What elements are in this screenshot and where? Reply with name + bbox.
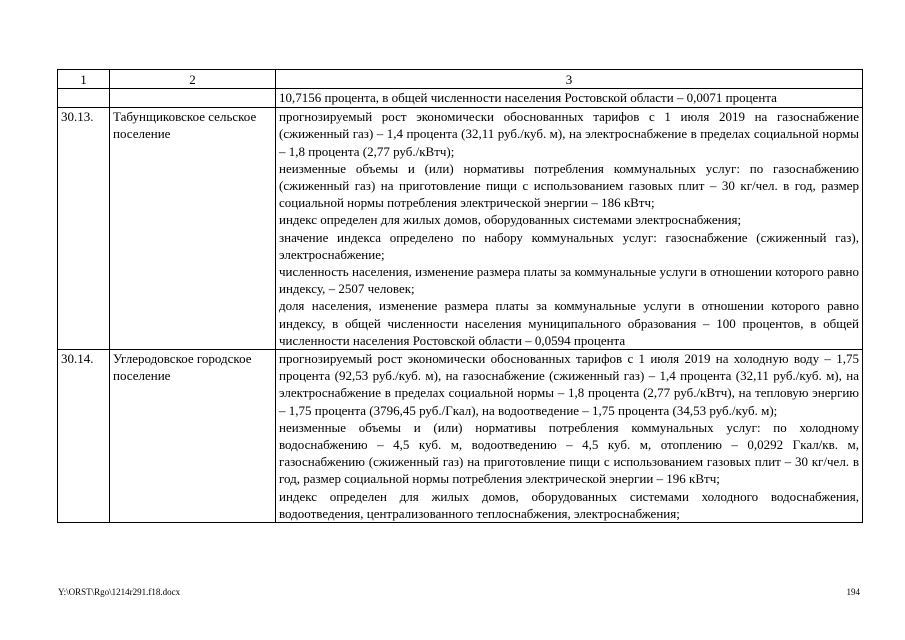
paragraph: доля населения, изменение размера платы за коммунальные услуги в отношении которого равно индексу, в общей численности населения муниципального образования – 100 процентов, в общей численности населения Ростовской области – 0,0594 процента xyxy=(279,298,859,348)
paragraph: неизменные объемы и (или) нормативы потребления коммунальных услуг: по холодному водоснабжению – 4,5 куб. м, водоотведению – 4,5 куб. м, отоплению – 0,0292 Гкал/кв. м, газоснабжению (сжиженный газ) на приготовление пищи с использованием газовых плит – 30 кг/чел. в год, размер социальной нормы потребления электрической энергии – 196 кВтч; xyxy=(279,419,859,487)
paragraph: индекс определен для жилых домов, оборудованных системами электроснабжения; xyxy=(279,212,742,228)
paragraph: численность населения, изменение размера платы за коммунальные услуги в отношении которого равно индексу, – 2507 человек; xyxy=(279,264,859,297)
header-cell-2: 2 xyxy=(110,70,276,89)
paragraph: неизменные объемы и (или) нормативы потребления коммунальных услуг: по газоснабжению (сжиженный газ) на приготовление пищи с использованием газовых плит – 30 кг/чел. в год, размер социальной нормы потребления электрической энергии – 186 кВтч; xyxy=(279,160,859,211)
paragraph: значение индекса определено по набору коммунальных услуг: газоснабжение (сжиженный газ), электроснабжение; xyxy=(279,229,859,262)
header-cell-3: 3 xyxy=(276,70,863,89)
row-description xyxy=(276,350,863,523)
table-row xyxy=(58,108,863,350)
footer-file-path: Y:\ORST\Rgo\1214r291.f18.docx xyxy=(58,587,181,597)
settlement-name: Углеродовское городское поселение xyxy=(110,350,276,523)
continuation-text: 10,7156 процента, в общей численности населения Ростовской области – 0,0071 процента xyxy=(276,89,863,108)
paragraph: прогнозируемый рост экономически обоснованных тарифов с 1 июля 2019 на газоснабжение (сжиженный газ) – 1,4 процента (32,11 руб./куб. м), на электроснабжение в пределах социальной нормы – 1,8 процента (2,77 руб./кВтч); xyxy=(279,109,859,159)
header-cell-1: 1 xyxy=(58,70,110,89)
continuation-name-cell xyxy=(110,89,276,108)
continuation-row xyxy=(58,89,863,108)
row-number: 30.13. xyxy=(58,108,110,350)
table-row xyxy=(58,350,863,523)
tariff-table xyxy=(57,69,863,523)
row-number: 30.14. xyxy=(58,350,110,523)
settlement-name: Табунщиковское сельское поселение xyxy=(110,108,276,350)
paragraph: индекс определен для жилых домов, оборудованных системами холодного водоснабжения, водоотведения, централизованного теплоснабжения, электроснабжения; xyxy=(279,488,859,521)
paragraph: прогнозируемый рост экономически обоснованных тарифов с 1 июля 2019 на холодную воду – 1,75 процента (92,53 руб./куб. м), на газоснабжение (сжиженный газ) – 1,4 процента (32,11 руб./куб. м), на электроснабжение в пределах социальной нормы – 1,8 процента (2,77 руб./кВтч), на тепловую энергию – 1,75 процента (3796,45 руб./Гкал), на водоотведение – 1,75 процента (34,53 руб./куб. м); xyxy=(279,351,859,418)
table-header-row xyxy=(58,70,863,89)
continuation-num-cell xyxy=(58,89,110,108)
row-description xyxy=(276,108,863,350)
page-number: 194 xyxy=(846,587,860,597)
